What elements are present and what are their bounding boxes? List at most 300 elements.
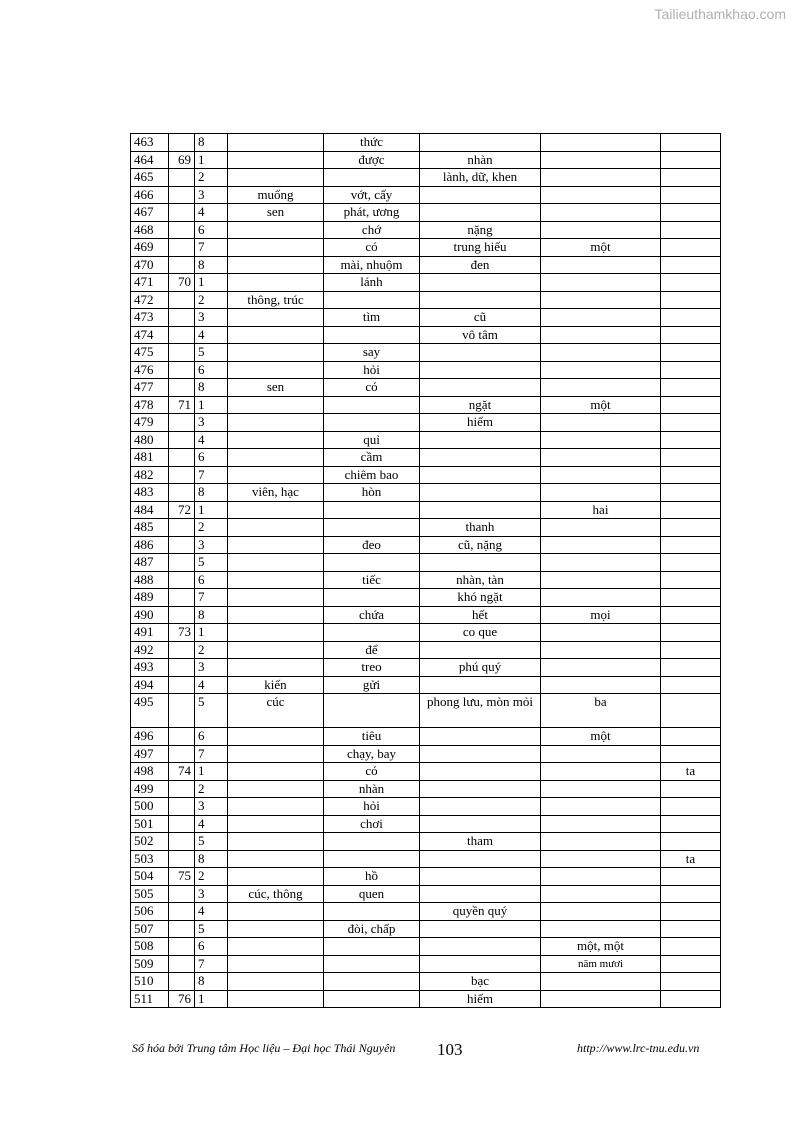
table-row xyxy=(131,763,721,781)
cell-line: 7 xyxy=(195,955,228,973)
cell-col4 xyxy=(324,903,420,921)
cell-col7 xyxy=(661,606,721,624)
cell-line: 1 xyxy=(195,396,228,414)
cell-line: 1 xyxy=(195,763,228,781)
cell-group xyxy=(169,955,195,973)
cell-col4: chơi xyxy=(324,815,420,833)
cell-number: 497 xyxy=(131,745,169,763)
cell-col5 xyxy=(420,379,541,397)
cell-line: 8 xyxy=(195,379,228,397)
table-row xyxy=(131,903,721,921)
cell-col7 xyxy=(661,449,721,467)
table-row xyxy=(131,151,721,169)
cell-group: 72 xyxy=(169,501,195,519)
footer-url[interactable]: http://www.lrc-tnu.edu.vn xyxy=(577,1041,700,1055)
cell-col4 xyxy=(324,169,420,187)
cell-col7 xyxy=(661,798,721,816)
table-row xyxy=(131,833,721,851)
cell-col7 xyxy=(661,624,721,642)
cell-col5 xyxy=(420,850,541,868)
table-row xyxy=(131,379,721,397)
cell-col6: một, một xyxy=(541,938,661,956)
cell-col3 xyxy=(228,815,324,833)
cell-col3 xyxy=(228,868,324,886)
cell-col7 xyxy=(661,169,721,187)
cell-col4 xyxy=(324,955,420,973)
cell-number: 463 xyxy=(131,134,169,152)
cell-col7 xyxy=(661,344,721,362)
table-row xyxy=(131,326,721,344)
cell-col4: cầm xyxy=(324,449,420,467)
cell-group xyxy=(169,745,195,763)
cell-line: 4 xyxy=(195,815,228,833)
cell-col4: hồ xyxy=(324,868,420,886)
cell-line: 7 xyxy=(195,589,228,607)
cell-line: 3 xyxy=(195,659,228,677)
cell-group: 75 xyxy=(169,868,195,886)
table-row xyxy=(131,414,721,432)
cell-col7 xyxy=(661,676,721,694)
cell-number: 511 xyxy=(131,990,169,1008)
cell-col6 xyxy=(541,868,661,886)
cell-group xyxy=(169,676,195,694)
table-row xyxy=(131,694,721,728)
cell-col4 xyxy=(324,554,420,572)
cell-number: 478 xyxy=(131,396,169,414)
cell-col6 xyxy=(541,431,661,449)
cell-group xyxy=(169,169,195,187)
cell-number: 502 xyxy=(131,833,169,851)
cell-col7 xyxy=(661,536,721,554)
cell-col4: nhàn xyxy=(324,780,420,798)
cell-col6 xyxy=(541,903,661,921)
cell-line: 6 xyxy=(195,449,228,467)
cell-col4: mài, nhuộm xyxy=(324,256,420,274)
cell-col3 xyxy=(228,501,324,519)
cell-col5: cũ, nặng xyxy=(420,536,541,554)
cell-line: 8 xyxy=(195,850,228,868)
cell-col4: có xyxy=(324,239,420,257)
cell-col5 xyxy=(420,728,541,746)
cell-group xyxy=(169,694,195,728)
cell-col3 xyxy=(228,536,324,554)
cell-number: 477 xyxy=(131,379,169,397)
cell-group: 71 xyxy=(169,396,195,414)
table-row xyxy=(131,239,721,257)
cell-col3 xyxy=(228,624,324,642)
cell-number: 472 xyxy=(131,291,169,309)
cell-number: 503 xyxy=(131,850,169,868)
cell-col4: phát, ương xyxy=(324,204,420,222)
cell-group xyxy=(169,186,195,204)
table-row xyxy=(131,850,721,868)
word-table xyxy=(130,133,721,1008)
cell-col6: mọi xyxy=(541,606,661,624)
cell-number: 471 xyxy=(131,274,169,292)
cell-col6 xyxy=(541,186,661,204)
cell-col5 xyxy=(420,745,541,763)
cell-col6 xyxy=(541,798,661,816)
table-row xyxy=(131,186,721,204)
cell-col4 xyxy=(324,990,420,1008)
cell-group xyxy=(169,309,195,327)
table-row xyxy=(131,815,721,833)
cell-col4: chạy, bay xyxy=(324,745,420,763)
cell-col7 xyxy=(661,309,721,327)
cell-col5 xyxy=(420,676,541,694)
page-number: 103 xyxy=(437,1040,463,1059)
cell-col4 xyxy=(324,501,420,519)
table-row xyxy=(131,484,721,502)
cell-col7 xyxy=(661,833,721,851)
cell-col3 xyxy=(228,151,324,169)
cell-group xyxy=(169,938,195,956)
cell-group: 76 xyxy=(169,990,195,1008)
cell-col5: phong lưu, mòn mỏi xyxy=(420,694,541,728)
cell-col5 xyxy=(420,274,541,292)
cell-line: 6 xyxy=(195,728,228,746)
cell-group xyxy=(169,484,195,502)
cell-line: 2 xyxy=(195,780,228,798)
cell-col7 xyxy=(661,955,721,973)
table-row xyxy=(131,554,721,572)
cell-col4: hỏi xyxy=(324,798,420,816)
cell-line: 3 xyxy=(195,885,228,903)
cell-col6 xyxy=(541,763,661,781)
cell-col4: thức xyxy=(324,134,420,152)
cell-col3 xyxy=(228,606,324,624)
cell-col3 xyxy=(228,309,324,327)
cell-col6 xyxy=(541,449,661,467)
cell-col3 xyxy=(228,990,324,1008)
cell-number: 492 xyxy=(131,641,169,659)
cell-col4 xyxy=(324,589,420,607)
cell-line: 3 xyxy=(195,186,228,204)
cell-line: 8 xyxy=(195,484,228,502)
cell-col5: khó ngặt xyxy=(420,589,541,607)
cell-group xyxy=(169,449,195,467)
cell-col6 xyxy=(541,466,661,484)
cell-group xyxy=(169,850,195,868)
table-row xyxy=(131,973,721,991)
cell-col5 xyxy=(420,938,541,956)
cell-col6 xyxy=(541,361,661,379)
cell-col3 xyxy=(228,659,324,677)
cell-col3 xyxy=(228,903,324,921)
cell-line: 4 xyxy=(195,903,228,921)
cell-col7 xyxy=(661,466,721,484)
cell-col4: đeo xyxy=(324,536,420,554)
cell-group xyxy=(169,973,195,991)
cell-col5 xyxy=(420,798,541,816)
cell-col5 xyxy=(420,641,541,659)
cell-col3 xyxy=(228,274,324,292)
cell-col4: đòi, chấp xyxy=(324,920,420,938)
cell-col6 xyxy=(541,833,661,851)
cell-number: 493 xyxy=(131,659,169,677)
cell-number: 496 xyxy=(131,728,169,746)
table-row xyxy=(131,274,721,292)
cell-col3 xyxy=(228,449,324,467)
table-row xyxy=(131,466,721,484)
cell-col7 xyxy=(661,414,721,432)
cell-number: 483 xyxy=(131,484,169,502)
cell-col5: bạc xyxy=(420,973,541,991)
cell-col6 xyxy=(541,780,661,798)
cell-group xyxy=(169,431,195,449)
cell-col3 xyxy=(228,745,324,763)
cell-col6 xyxy=(541,309,661,327)
table-row xyxy=(131,204,721,222)
cell-col4: tiêu xyxy=(324,728,420,746)
cell-col4: có xyxy=(324,379,420,397)
cell-col4 xyxy=(324,694,420,728)
cell-col3 xyxy=(228,955,324,973)
table-row xyxy=(131,361,721,379)
cell-group xyxy=(169,571,195,589)
cell-col5: hiếm xyxy=(420,414,541,432)
cell-line: 8 xyxy=(195,134,228,152)
cell-col7 xyxy=(661,431,721,449)
cell-col4 xyxy=(324,850,420,868)
cell-col6: một xyxy=(541,239,661,257)
cell-col3 xyxy=(228,134,324,152)
cell-line: 5 xyxy=(195,344,228,362)
cell-col7: ta xyxy=(661,850,721,868)
cell-number: 507 xyxy=(131,920,169,938)
cell-col5 xyxy=(420,186,541,204)
cell-col6 xyxy=(541,204,661,222)
cell-number: 501 xyxy=(131,815,169,833)
cell-col5: hiếm xyxy=(420,990,541,1008)
cell-col7 xyxy=(661,694,721,728)
cell-col4 xyxy=(324,624,420,642)
cell-col4: say xyxy=(324,344,420,362)
cell-col5 xyxy=(420,955,541,973)
cell-col6 xyxy=(541,151,661,169)
cell-number: 494 xyxy=(131,676,169,694)
cell-col7 xyxy=(661,379,721,397)
cell-col4: hòn xyxy=(324,484,420,502)
cell-col5 xyxy=(420,134,541,152)
cell-col5: nhàn xyxy=(420,151,541,169)
cell-col6 xyxy=(541,519,661,537)
cell-col6 xyxy=(541,484,661,502)
cell-col3 xyxy=(228,256,324,274)
cell-number: 490 xyxy=(131,606,169,624)
cell-col7 xyxy=(661,641,721,659)
table-row xyxy=(131,624,721,642)
cell-col7 xyxy=(661,728,721,746)
cell-col5: lành, dữ, khen xyxy=(420,169,541,187)
cell-line: 8 xyxy=(195,973,228,991)
cell-col4: để xyxy=(324,641,420,659)
cell-number: 486 xyxy=(131,536,169,554)
cell-line: 5 xyxy=(195,694,228,728)
cell-group xyxy=(169,256,195,274)
cell-line: 2 xyxy=(195,641,228,659)
cell-col7 xyxy=(661,204,721,222)
cell-number: 468 xyxy=(131,221,169,239)
cell-line: 5 xyxy=(195,833,228,851)
cell-col7 xyxy=(661,484,721,502)
cell-line: 4 xyxy=(195,431,228,449)
cell-col3 xyxy=(228,920,324,938)
cell-group xyxy=(169,204,195,222)
cell-col5: thanh xyxy=(420,519,541,537)
cell-col3 xyxy=(228,361,324,379)
cell-col5: tham xyxy=(420,833,541,851)
cell-col7 xyxy=(661,256,721,274)
cell-col7 xyxy=(661,868,721,886)
cell-line: 6 xyxy=(195,571,228,589)
cell-col5: co que xyxy=(420,624,541,642)
cell-col6 xyxy=(541,414,661,432)
cell-col3 xyxy=(228,973,324,991)
table-row xyxy=(131,885,721,903)
cell-number: 504 xyxy=(131,868,169,886)
cell-col4 xyxy=(324,414,420,432)
cell-col7 xyxy=(661,659,721,677)
cell-col6 xyxy=(541,169,661,187)
cell-col5 xyxy=(420,431,541,449)
cell-col5 xyxy=(420,868,541,886)
cell-col7 xyxy=(661,274,721,292)
cell-col7 xyxy=(661,239,721,257)
cell-col3: sen xyxy=(228,379,324,397)
cell-number: 510 xyxy=(131,973,169,991)
cell-col3 xyxy=(228,344,324,362)
cell-col3 xyxy=(228,221,324,239)
cell-col4 xyxy=(324,973,420,991)
cell-col6: năm mươi xyxy=(541,955,661,973)
cell-col3 xyxy=(228,396,324,414)
cell-col7 xyxy=(661,134,721,152)
cell-col5: nhàn, tàn xyxy=(420,571,541,589)
cell-group xyxy=(169,920,195,938)
cell-col3: cúc xyxy=(228,694,324,728)
cell-col5 xyxy=(420,780,541,798)
cell-line: 4 xyxy=(195,326,228,344)
cell-col5 xyxy=(420,501,541,519)
cell-col3 xyxy=(228,589,324,607)
cell-number: 466 xyxy=(131,186,169,204)
cell-col4 xyxy=(324,519,420,537)
table-row xyxy=(131,571,721,589)
cell-col5: phú quý xyxy=(420,659,541,677)
cell-col3 xyxy=(228,519,324,537)
cell-group xyxy=(169,554,195,572)
cell-number: 491 xyxy=(131,624,169,642)
cell-number: 475 xyxy=(131,344,169,362)
table-row xyxy=(131,449,721,467)
cell-col7 xyxy=(661,326,721,344)
cell-col3 xyxy=(228,414,324,432)
cell-col7 xyxy=(661,291,721,309)
watermark-text: Tailieuthamkhao.com xyxy=(654,6,786,22)
cell-col7 xyxy=(661,554,721,572)
cell-col3 xyxy=(228,728,324,746)
cell-col5 xyxy=(420,554,541,572)
cell-group xyxy=(169,885,195,903)
cell-col3 xyxy=(228,798,324,816)
cell-col3: thông, trúc xyxy=(228,291,324,309)
cell-col4: có xyxy=(324,763,420,781)
cell-col4: vớt, cấy xyxy=(324,186,420,204)
cell-group xyxy=(169,291,195,309)
cell-col6 xyxy=(541,134,661,152)
cell-line: 7 xyxy=(195,239,228,257)
cell-col6 xyxy=(541,589,661,607)
cell-col6: một xyxy=(541,396,661,414)
cell-number: 508 xyxy=(131,938,169,956)
table-row xyxy=(131,920,721,938)
cell-number: 484 xyxy=(131,501,169,519)
cell-line: 3 xyxy=(195,536,228,554)
cell-col4: lánh xyxy=(324,274,420,292)
table-row xyxy=(131,955,721,973)
table-row xyxy=(131,641,721,659)
cell-line: 6 xyxy=(195,221,228,239)
cell-number: 469 xyxy=(131,239,169,257)
cell-col6 xyxy=(541,641,661,659)
table-row xyxy=(131,659,721,677)
cell-line: 7 xyxy=(195,466,228,484)
cell-number: 481 xyxy=(131,449,169,467)
cell-line: 4 xyxy=(195,204,228,222)
cell-col5 xyxy=(420,920,541,938)
cell-col5 xyxy=(420,815,541,833)
cell-col7 xyxy=(661,938,721,956)
cell-line: 5 xyxy=(195,554,228,572)
cell-number: 473 xyxy=(131,309,169,327)
cell-col6 xyxy=(541,536,661,554)
cell-line: 2 xyxy=(195,519,228,537)
table-row xyxy=(131,728,721,746)
cell-col7 xyxy=(661,186,721,204)
table-row xyxy=(131,938,721,956)
cell-group xyxy=(169,239,195,257)
cell-number: 485 xyxy=(131,519,169,537)
cell-group xyxy=(169,606,195,624)
cell-col3: muống xyxy=(228,186,324,204)
cell-col6 xyxy=(541,990,661,1008)
cell-group xyxy=(169,833,195,851)
cell-col3: cúc, thông xyxy=(228,885,324,903)
cell-col5 xyxy=(420,885,541,903)
cell-group xyxy=(169,414,195,432)
cell-group xyxy=(169,221,195,239)
cell-line: 2 xyxy=(195,291,228,309)
cell-col5: đen xyxy=(420,256,541,274)
cell-col6: một xyxy=(541,728,661,746)
cell-number: 467 xyxy=(131,204,169,222)
cell-number: 505 xyxy=(131,885,169,903)
cell-number: 495 xyxy=(131,694,169,728)
cell-number: 465 xyxy=(131,169,169,187)
cell-col5: nặng xyxy=(420,221,541,239)
cell-number: 476 xyxy=(131,361,169,379)
cell-number: 509 xyxy=(131,955,169,973)
cell-number: 487 xyxy=(131,554,169,572)
table-row xyxy=(131,134,721,152)
cell-col5 xyxy=(420,484,541,502)
cell-number: 489 xyxy=(131,589,169,607)
cell-col4: gửi xyxy=(324,676,420,694)
cell-col7 xyxy=(661,780,721,798)
cell-col7 xyxy=(661,501,721,519)
cell-col5 xyxy=(420,204,541,222)
